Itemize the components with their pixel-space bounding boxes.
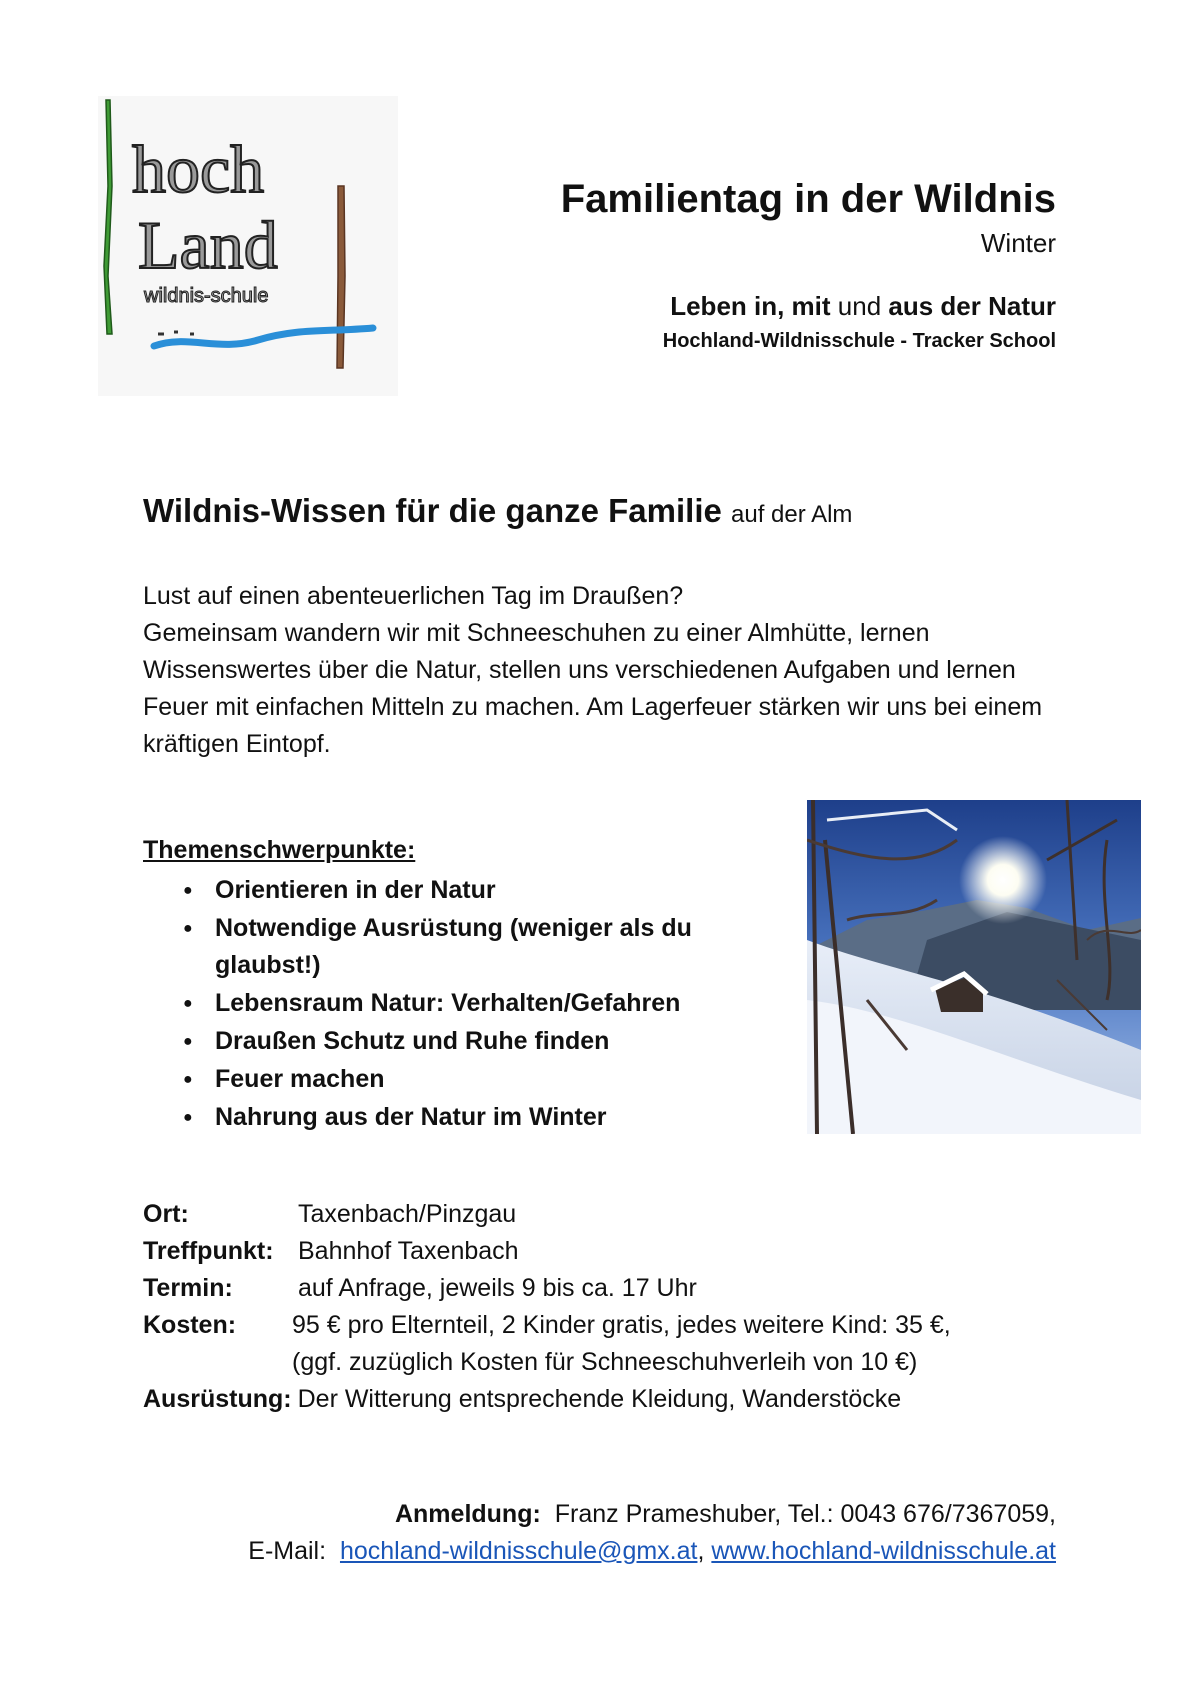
detail-treffpunkt	[143, 1233, 951, 1270]
page-title: Familientag in der Wildnis	[560, 177, 1056, 221]
detail-spacer	[143, 1344, 292, 1381]
detail-label: Ausrüstung:	[143, 1385, 292, 1413]
detail-ausruestung	[143, 1381, 951, 1418]
logo-word-hoch: hoch	[132, 131, 265, 207]
logo-word-wildnis-schule: wildnis-schule	[144, 285, 269, 307]
detail-termin	[143, 1270, 951, 1307]
contact-separator: ,	[697, 1537, 705, 1565]
detail-label: Termin:	[143, 1274, 233, 1302]
hochland-logo	[98, 96, 398, 396]
page-header	[561, 176, 1056, 353]
contact-label: Anmeldung:	[394, 1500, 541, 1528]
event-details	[143, 1196, 951, 1418]
registration-contact	[248, 1496, 1056, 1570]
detail-ort	[143, 1196, 951, 1233]
contact-line-1	[248, 1496, 1056, 1533]
detail-value: auf Anfrage, jeweils 9 bis ca. 17 Uhr	[298, 1274, 697, 1302]
email-link[interactable]: hochland-wildnisschule@gmx.at	[339, 1537, 698, 1565]
detail-label: Ort:	[143, 1200, 189, 1228]
tagline-part-2: und	[830, 291, 889, 321]
section-title-sub: auf der Alm	[731, 501, 853, 528]
section-title-main: Wildnis-Wissen für die ganze Familie	[143, 492, 722, 529]
list-item: ● Feuer machen	[143, 1061, 763, 1098]
logo-word-land: Land	[138, 207, 278, 283]
detail-value: (ggf. zuzüglich Kosten für Schneeschuhverleih von 10 €)	[292, 1348, 918, 1376]
intro-line-1: Lust auf einen abenteuerlichen Tag im Draußen?	[143, 582, 684, 610]
school-name: Hochland-Wildnisschule - Tracker School	[662, 330, 1056, 352]
detail-value: Der Witterung entsprechende Kleidung, Wanderstöcke	[297, 1385, 902, 1413]
tagline	[561, 291, 1056, 322]
detail-kosten	[143, 1307, 951, 1344]
website-link[interactable]: www.hochland-wildnisschule.at	[711, 1537, 1056, 1565]
list-item: ● Nahrung aus der Natur im Winter	[143, 1099, 763, 1136]
email-label: E-Mail:	[248, 1537, 327, 1565]
tagline-part-1: Leben in, mit	[670, 291, 831, 321]
contact-person: Franz Prameshuber, Tel.: 0043 676/7367059,	[554, 1500, 1056, 1528]
contact-line-2	[248, 1533, 1056, 1570]
winter-photo	[807, 800, 1141, 1134]
list-item: ● Lebensraum Natur: Verhalten/Gefahren	[143, 985, 763, 1022]
detail-value: Taxenbach/Pinzgau	[298, 1200, 517, 1228]
detail-kosten-note	[143, 1344, 951, 1381]
detail-label: Treffpunkt:	[143, 1237, 274, 1265]
intro-text	[143, 578, 1073, 763]
intro-body: Gemeinsam wandern wir mit Schneeschuhen zu einer Almhütte, lernen Wissenswertes über die Natur, stellen uns verschiedenen Aufgaben und lernen Feuer mit einfachen Mitteln zu machen. Am Lagerfeuer stärken wir uns bei einem kräftigen Eintopf.	[143, 619, 1043, 758]
detail-value: Bahnhof Taxenbach	[298, 1237, 519, 1265]
topics-label: Themenschwerpunkte:	[143, 836, 416, 864]
section-title	[143, 492, 852, 530]
detail-value: 95 € pro Elternteil, 2 Kinder gratis, jedes weitere Kind: 35 €,	[292, 1311, 951, 1339]
list-item: ● Notwendige Ausrüstung (weniger als du glaubst!)	[143, 910, 763, 984]
list-item: ● Orientieren in der Natur	[143, 872, 763, 909]
season-label: Winter	[980, 228, 1056, 258]
topics-list	[143, 872, 763, 1137]
list-item: ● Draußen Schutz und Ruhe finden	[143, 1023, 763, 1060]
tagline-part-3: aus der Natur	[888, 291, 1056, 321]
detail-label: Kosten:	[143, 1311, 237, 1339]
